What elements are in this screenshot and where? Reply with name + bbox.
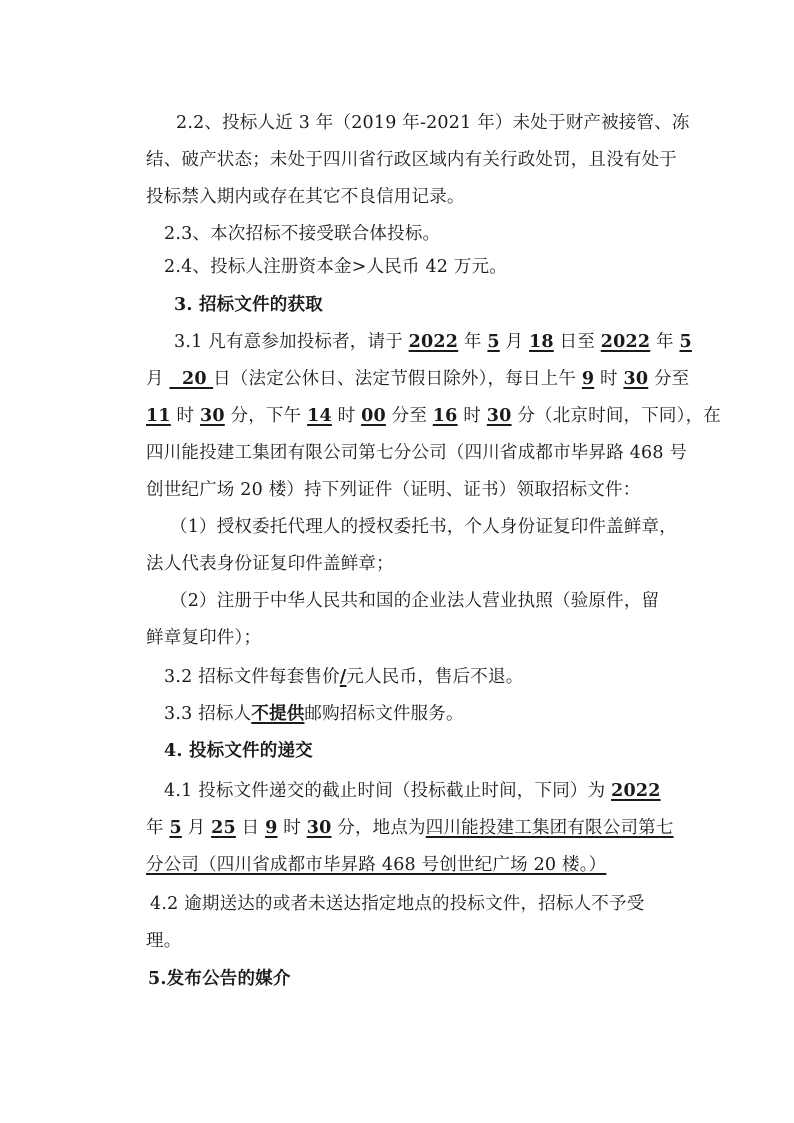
pm-start-hour: 14 <box>307 406 332 426</box>
text: 邮购招标文件服务。 <box>304 704 464 724</box>
deadline-minute: 30 <box>306 818 332 838</box>
price-value: / <box>339 667 347 687</box>
end-month: 5 <box>679 332 692 352</box>
text: 日至 <box>553 332 601 352</box>
text: 3.2 招标文件每套售价 <box>164 667 340 687</box>
am-end-minute: 30 <box>200 406 225 426</box>
pm-end-minute: 30 <box>486 406 512 426</box>
deadline-hour: 9 <box>265 818 278 838</box>
text: 年 <box>146 818 170 838</box>
clause-3-1-line-2 <box>146 368 689 390</box>
text: 4.1 投标文件递交的截止时间（投标截止时间，下同）为 <box>164 781 612 801</box>
text: 分，地点为 <box>331 818 426 838</box>
clause-2-4: 2.4、投标人注册资本金>人民币 42 万元。 <box>164 257 507 277</box>
text: 日 <box>235 818 266 838</box>
clause-2-2-line-1: 2.2、投标人近 3 年（2019 年-2021 年）未处于财产被接管、冻 <box>176 113 690 133</box>
item-2-line-1: （2）注册于中华人民共和国的企业法人营业执照（验原件，留 <box>170 591 660 611</box>
text: 分（北京时间，下同），在 <box>511 406 721 426</box>
section-4-heading: 4. 投标文件的递交 <box>164 741 313 761</box>
text: 时 <box>457 406 487 426</box>
text: 3.3 招标人 <box>164 704 252 724</box>
text: 元人民币，售后不退。 <box>346 667 524 687</box>
deadline-day: 25 <box>211 818 236 838</box>
pm-start-minute: 00 <box>361 406 386 426</box>
text: 分，下午 <box>224 406 308 426</box>
clause-2-2-line-3: 投标禁入期内或存在其它不良信用记录。 <box>146 187 465 207</box>
clause-3-1-line-4: 四川能投建工集团有限公司第七分公司（四川省成都市毕昇路 468 号 <box>146 443 688 463</box>
clause-4-1-line-3 <box>146 854 606 876</box>
am-start-hour: 9 <box>581 369 595 389</box>
section-5-heading: 5.发布公告的媒介 <box>148 969 291 989</box>
text: 日（法定公休日、法定节假日除外），每日上午 <box>213 369 582 389</box>
submission-place-continued: 分公司（四川省成都市毕昇路 468 号创世纪广场 20 楼。） <box>146 855 607 875</box>
end-year: 2022 <box>600 332 651 352</box>
end-day: 20 <box>169 369 214 389</box>
item-1-line-1: （1）授权委托代理人的授权委托书，个人身份证复印件盖鲜章， <box>170 517 677 537</box>
mail-service-value: 不提供 <box>251 704 305 724</box>
start-day: 18 <box>529 332 554 352</box>
item-1-line-2: 法人代表身份证复印件盖鲜章； <box>146 554 394 574</box>
deadline-year: 2022 <box>611 781 661 801</box>
text: 时 <box>277 818 307 838</box>
am-end-hour: 11 <box>146 406 171 426</box>
section-3-heading: 3. 招标文件的获取 <box>174 295 323 315</box>
clause-2-3: 2.3、本次招标不接受联合体投标。 <box>164 224 441 244</box>
start-month: 5 <box>487 332 500 352</box>
clause-4-1-line-1 <box>164 780 661 802</box>
text: 月 <box>499 332 530 352</box>
text: 时 <box>331 406 362 426</box>
submission-place: 四川能投建工集团有限公司第七 <box>425 818 674 838</box>
clause-3-2 <box>164 666 523 688</box>
am-start-minute: 30 <box>623 369 649 389</box>
item-2-line-2: 鲜章复印件）； <box>146 628 262 648</box>
text: 时 <box>594 369 624 389</box>
text: 月 <box>181 818 212 838</box>
clause-3-1-line-3 <box>146 405 721 427</box>
text: 时 <box>170 406 200 426</box>
text: 分至 <box>648 369 690 389</box>
clause-3-1-line-1 <box>174 331 692 353</box>
text: 分至 <box>385 406 433 426</box>
clause-4-1-line-2 <box>146 817 674 839</box>
deadline-month: 5 <box>169 818 182 838</box>
clause-2-2-line-2: 结、破产状态；未处于四川省行政区域内有关行政处罚，且没有处于 <box>146 150 677 170</box>
text: 年 <box>650 332 680 352</box>
clause-4-2-line-1: 4.2 逾期送达的或者未送达指定地点的投标文件，招标人不予受 <box>150 894 645 914</box>
text: 年 <box>458 332 488 352</box>
start-year: 2022 <box>408 332 459 352</box>
clause-3-3 <box>164 703 464 725</box>
clause-4-2-line-2: 理。 <box>146 931 182 951</box>
text: 3.1 凡有意参加投标者，请于 <box>174 332 409 352</box>
pm-end-hour: 16 <box>432 406 458 426</box>
clause-3-1-line-5: 创世纪广场 20 楼）持下列证件（证明、证书）领取招标文件： <box>146 480 641 500</box>
text: 月 <box>146 369 170 389</box>
